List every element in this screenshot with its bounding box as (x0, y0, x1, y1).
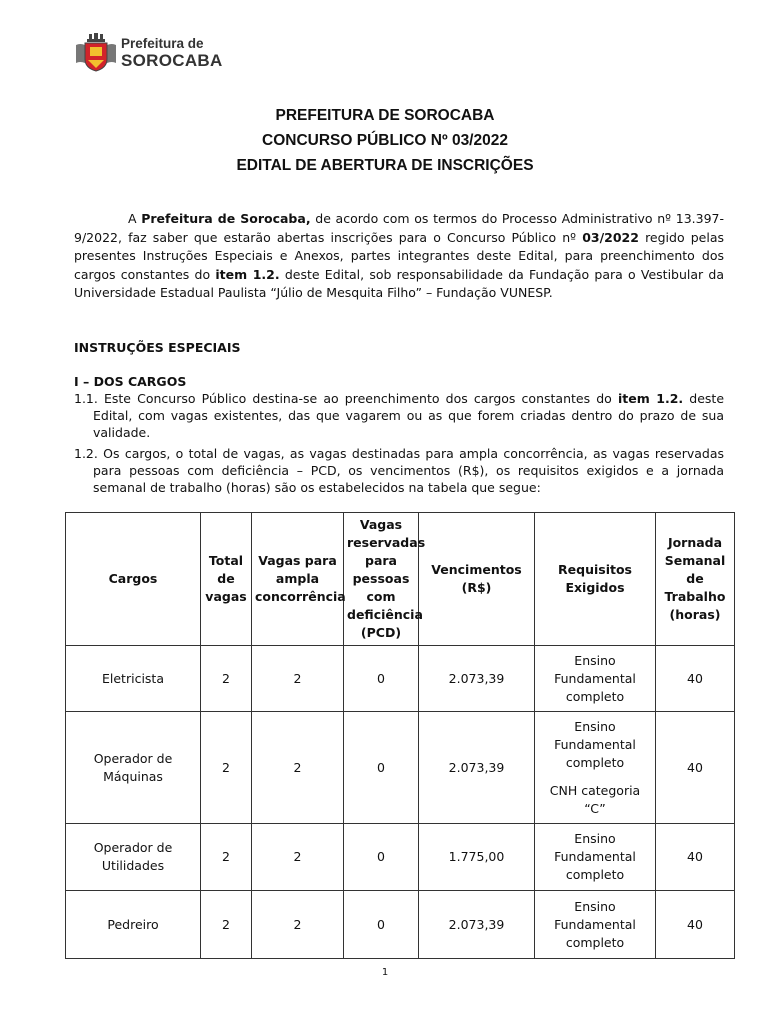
cell-total: 2 (201, 891, 252, 959)
header-vencimentos: Vencimentos (R$) (419, 513, 535, 646)
cell-ampla: 2 (252, 712, 344, 824)
cell-cargo: Eletricista (66, 646, 201, 712)
cell-total: 2 (201, 646, 252, 712)
document-titles (0, 103, 770, 178)
cell-cargo: Pedreiro (66, 891, 201, 959)
coat-of-arms-icon (74, 33, 118, 73)
item-1-1: 1.1. Este Concurso Público destina-se ao preenchimento dos cargos constantes do item 1.2. deste Edital, com vagas existentes, das que vagarem ou as que forem criadas dentro do prazo de sua validade. (74, 391, 725, 440)
section-heading: INSTRUÇÕES ESPECIAIS (74, 340, 241, 355)
table-row (66, 891, 735, 959)
cell-requisito: Ensino Fundamental completo (535, 824, 656, 891)
table-row (66, 712, 735, 824)
requisito-extra-text: CNH categoria “C” (549, 782, 641, 816)
intro-paragraph: A Prefeitura de Sorocaba, de acordo com os termos do Processo Administrativo nº 13.397-9/2022, faz saber que estarão abertas inscrições para o Concurso Público nº 03/2022 regido pelas presentes Instruções Especiais e Anexos, partes integrantes deste Edital, para preenchimento dos cargos constantes do item 1.2. deste Edital, sob responsabilidade da Fundação para o Vestibular da Universidade Estadual Paulista “Júlio de Mesquita Filho” – Fundação VUNESP. (74, 211, 725, 300)
cargos-table (65, 512, 735, 959)
cell-vencimento: 2.073,39 (419, 891, 535, 959)
cell-vencimento: 2.073,39 (419, 646, 535, 712)
cell-pcd: 0 (344, 646, 419, 712)
cell-jornada: 40 (656, 891, 735, 959)
title-prefeitura: PREFEITURA DE SOROCABA (275, 107, 495, 124)
cell-vencimento: 1.775,00 (419, 824, 535, 891)
title-edital: EDITAL DE ABERTURA DE INSCRIÇÕES (236, 157, 534, 174)
prefeitura-logo (74, 33, 223, 73)
logo-line-1: Prefeitura de (121, 36, 204, 52)
table-header-row (66, 513, 735, 646)
cell-pcd: 0 (344, 712, 419, 824)
cell-jornada: 40 (656, 646, 735, 712)
cell-vencimento: 2.073,39 (419, 712, 535, 824)
cell-requisito: Ensino Fundamental completo (535, 891, 656, 959)
cell-requisito (535, 712, 656, 824)
cell-cargo: Operador de Máquinas (66, 712, 201, 824)
cell-ampla: 2 (252, 646, 344, 712)
header-ampla: Vagas para ampla concorrência (252, 513, 344, 646)
cell-pcd: 0 (344, 824, 419, 891)
header-requisitos: Requisitos Exigidos (535, 513, 656, 646)
cell-cargo: Operador de Utilidades (66, 824, 201, 891)
cell-jornada: 40 (656, 712, 735, 824)
subsection-heading: I – DOS CARGOS (74, 374, 187, 389)
requisito-text: Ensino Fundamental completo (554, 718, 636, 770)
header-total: Total de vagas (201, 513, 252, 646)
cell-total: 2 (201, 712, 252, 824)
cell-pcd: 0 (344, 891, 419, 959)
cell-requisito: Ensino Fundamental completo (535, 646, 656, 712)
item-1-2: 1.2. Os cargos, o total de vagas, as vagas destinadas para ampla concorrência, as vagas reservadas para pessoas com deficiência – PCD, os vencimentos (R$), os requisitos exigidos e a jornada semanal de trabalho (horas) são os estabelecidos na tabela que segue: (74, 446, 724, 495)
logo-line-2: SOROCABA (121, 50, 223, 70)
title-concurso: CONCURSO PÚBLICO Nº 03/2022 (262, 132, 508, 149)
header-cargos: Cargos (66, 513, 201, 646)
table-row (66, 646, 735, 712)
cell-jornada: 40 (656, 824, 735, 891)
page-number: 1 (381, 967, 389, 978)
cell-ampla: 2 (252, 891, 344, 959)
header-jornada: Jornada Semanal de Trabalho (horas) (656, 513, 735, 646)
header-pcd: Vagas reservadas para pessoas com deficiência (PCD) (344, 513, 419, 646)
cell-ampla: 2 (252, 824, 344, 891)
cell-total: 2 (201, 824, 252, 891)
table-row (66, 824, 735, 891)
